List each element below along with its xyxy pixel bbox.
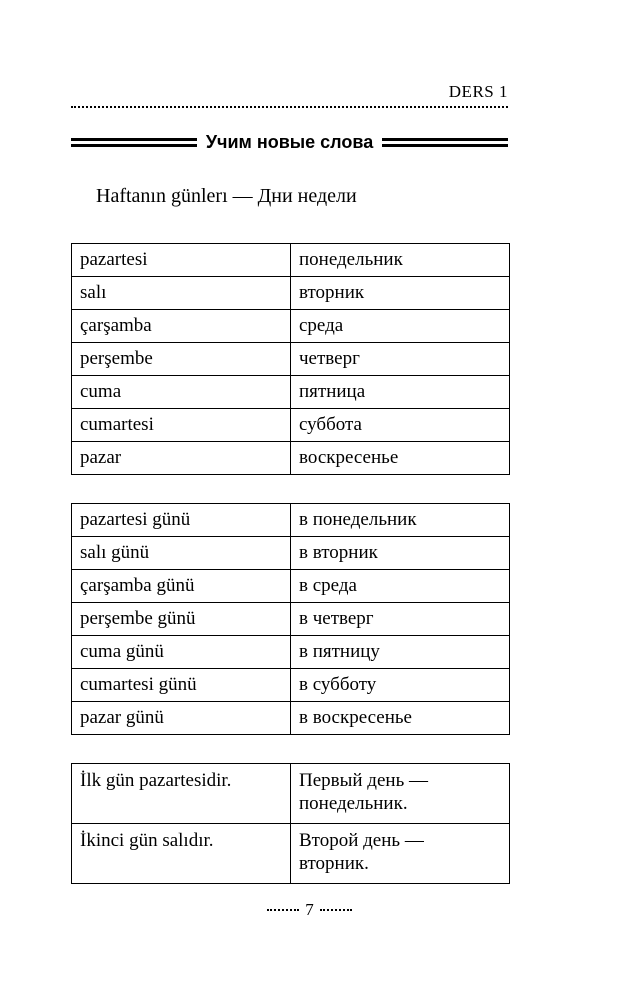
russian-line: Первый день — <box>299 770 428 791</box>
sentences-table <box>71 763 510 884</box>
turkish-cell: pazar <box>72 442 291 475</box>
subtitle: Haftanın günlerı — Дни недели <box>96 185 357 207</box>
turkish-cell: İlk gün pazartesidir. <box>72 764 291 824</box>
table-row <box>72 409 510 442</box>
russian-cell: пятница <box>291 376 510 409</box>
turkish-cell: cumartesi <box>72 409 291 442</box>
turkish-cell: İkinci gün salıdır. <box>72 824 291 884</box>
days-table <box>71 243 510 475</box>
table-row <box>72 669 510 702</box>
table-row <box>72 244 510 277</box>
page-footer <box>0 900 619 920</box>
russian-cell: в понедельник <box>291 504 510 537</box>
russian-line: вторник. <box>299 853 369 874</box>
turkish-cell: cumartesi günü <box>72 669 291 702</box>
russian-cell: вторник <box>291 277 510 310</box>
turkish-cell: cuma <box>72 376 291 409</box>
on-days-table <box>71 503 510 735</box>
page-header <box>71 82 508 108</box>
table-row <box>72 277 510 310</box>
turkish-cell: salı <box>72 277 291 310</box>
page-number: 7 <box>305 900 314 919</box>
russian-cell <box>291 764 510 824</box>
russian-cell: в воскресенье <box>291 702 510 735</box>
russian-cell: суббота <box>291 409 510 442</box>
turkish-cell: perşembe <box>72 343 291 376</box>
russian-cell: в четверг <box>291 603 510 636</box>
turkish-cell: salı günü <box>72 537 291 570</box>
russian-line: понедельник. <box>299 793 408 814</box>
turkish-cell: perşembe günü <box>72 603 291 636</box>
turkish-cell: pazartesi <box>72 244 291 277</box>
russian-cell <box>291 824 510 884</box>
russian-cell: в вторник <box>291 537 510 570</box>
russian-cell: понедельник <box>291 244 510 277</box>
turkish-cell: pazar günü <box>72 702 291 735</box>
table-row <box>72 310 510 343</box>
russian-cell: в пятницу <box>291 636 510 669</box>
lesson-label: DERS 1 <box>448 82 508 101</box>
footer-dots-right <box>320 909 352 911</box>
heading-rule-left <box>71 138 197 147</box>
table-row <box>72 504 510 537</box>
turkish-cell: cuma günü <box>72 636 291 669</box>
table-row <box>72 343 510 376</box>
russian-cell: четверг <box>291 343 510 376</box>
table-row <box>72 636 510 669</box>
table-row <box>72 537 510 570</box>
section-heading <box>71 129 508 155</box>
heading-rule-right <box>382 138 508 147</box>
russian-line: Второй день — <box>299 830 424 851</box>
table-row <box>72 764 510 824</box>
table-row <box>72 570 510 603</box>
table-row <box>72 442 510 475</box>
table-row <box>72 824 510 884</box>
table-row <box>72 376 510 409</box>
russian-cell: среда <box>291 310 510 343</box>
turkish-cell: çarşamba <box>72 310 291 343</box>
table-row <box>72 603 510 636</box>
footer-dots-left <box>267 909 299 911</box>
russian-cell: в субботу <box>291 669 510 702</box>
section-title: Учим новые слова <box>205 131 374 152</box>
table-row <box>72 702 510 735</box>
turkish-cell: çarşamba günü <box>72 570 291 603</box>
turkish-cell: pazartesi günü <box>72 504 291 537</box>
russian-cell: в среда <box>291 570 510 603</box>
russian-cell: воскресенье <box>291 442 510 475</box>
